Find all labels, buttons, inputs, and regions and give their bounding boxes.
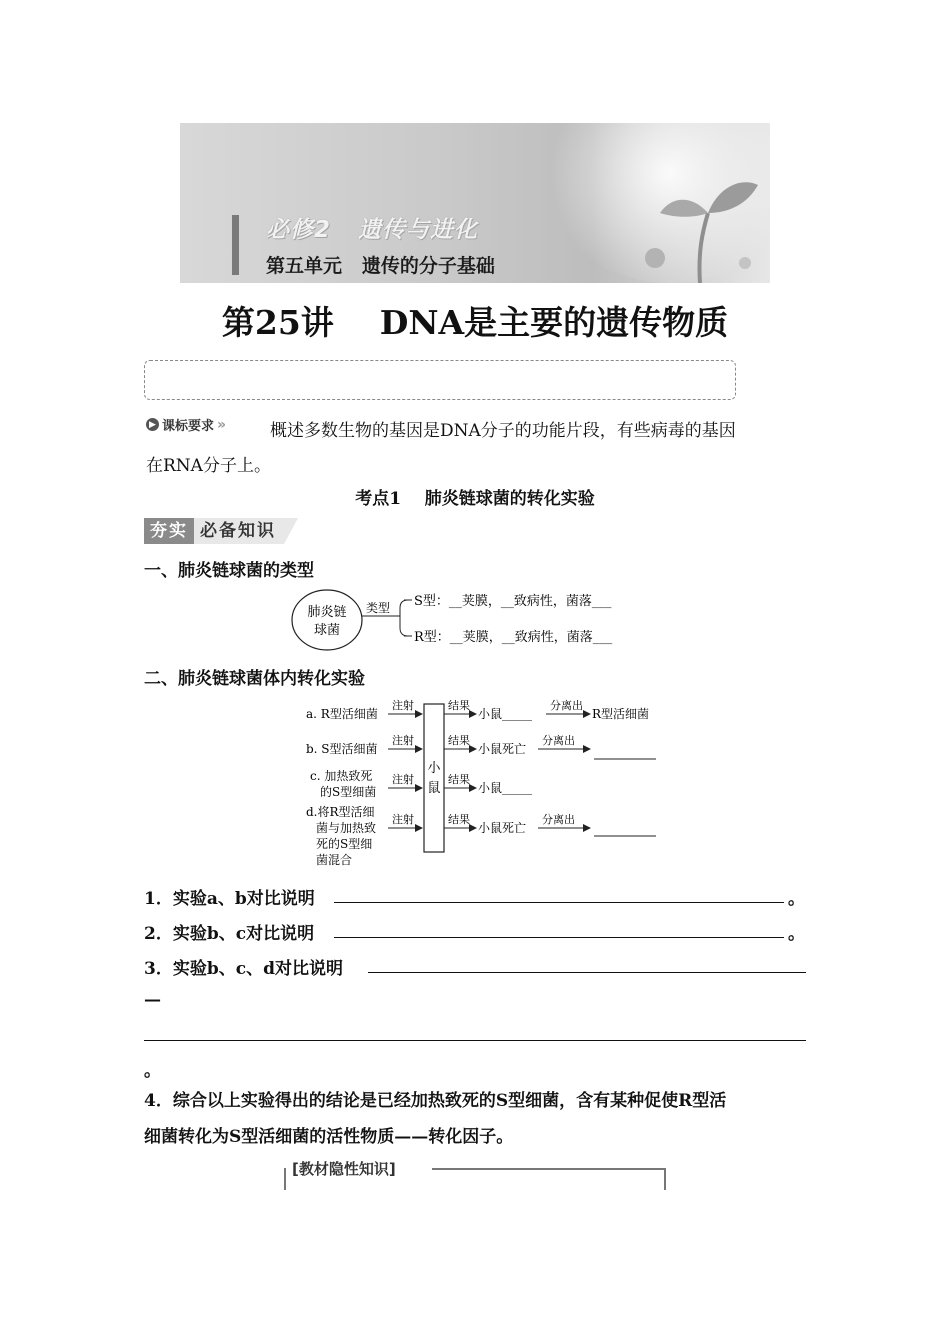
row-a-outcome: 小鼠_____ <box>478 707 533 721</box>
header-banner <box>180 123 770 283</box>
types-brace <box>400 600 408 636</box>
banner-bar <box>232 215 239 275</box>
section-tag <box>144 518 298 544</box>
question-2-end: 。 <box>788 924 805 944</box>
row-d-separate-label: 分离出 <box>542 813 575 826</box>
types-diagram <box>290 588 670 652</box>
question-1-blank[interactable] <box>334 902 784 903</box>
question-3-blank-1[interactable] <box>368 972 806 973</box>
question-1-end: 。 <box>788 889 805 909</box>
question-3: 3．实验b、c、d对比说明 <box>144 959 343 979</box>
types-branch-label: 类型 <box>366 601 391 615</box>
question-1: 1．实验a、b对比说明 <box>144 889 315 909</box>
hidden-knowledge-box <box>284 1158 666 1190</box>
row-d-source-3: 死的S型细 <box>316 837 373 851</box>
types-circle-line1: 肺炎链 <box>307 605 347 620</box>
hidden-knowledge-top-rule <box>432 1168 666 1170</box>
question-3-blank-2[interactable] <box>144 1040 806 1041</box>
row-a-separated: R型活细菌 <box>592 707 650 721</box>
mouse-box-label-1: 小 <box>427 761 441 776</box>
double-chevron-icon: » <box>217 416 227 433</box>
row-a-separate-label: 分离出 <box>550 699 583 712</box>
row-a-result-label: 结果 <box>448 699 470 712</box>
row-c-source-1: c. 加热致死 <box>310 769 373 783</box>
kaodian-title: 考点1 肺炎链球菌的转化实验 <box>355 489 595 509</box>
row-c-inject-label: 注射 <box>392 773 414 786</box>
requirement-tag-label: 课标要求 <box>162 419 215 434</box>
invivo-heading: 二、肺炎链球菌体内转化实验 <box>144 669 365 689</box>
unit-title: 第五单元 遗传的分子基础 <box>266 255 495 277</box>
question-2: 2．实验b、c对比说明 <box>144 924 315 944</box>
hidden-knowledge-right-rule <box>664 1168 666 1190</box>
types-circle <box>292 590 362 650</box>
types-s-row: S型：__荚膜，__致病性，菌落___ <box>414 594 612 609</box>
section-tag-part2: 必备知识 <box>194 518 284 544</box>
requirement-text-line1: 概述多数生物的基因是DNA分子的功能片段，有些病毒的基因 <box>270 421 736 441</box>
requirement-tag <box>146 415 226 434</box>
section-tag-corner <box>284 518 298 544</box>
row-c-source-2: 的S型细菌 <box>320 785 377 799</box>
row-b-separate-label: 分离出 <box>542 734 575 747</box>
row-d-source-4: 菌混合 <box>316 853 353 867</box>
question-3-dash: — <box>144 990 161 1010</box>
sprout-illustration <box>630 163 770 283</box>
row-d-source-2: 菌与加热致 <box>316 821 377 835</box>
row-c-outcome: 小鼠_____ <box>478 781 533 795</box>
requirement-text-line2: 在RNA分子上。 <box>146 456 271 476</box>
types-r-row: R型：__荚膜，__致病性，菌落___ <box>414 630 613 645</box>
row-d-result-label: 结果 <box>448 813 470 826</box>
play-icon: ▶ <box>146 418 159 431</box>
types-circle-line2: 球菌 <box>313 623 341 638</box>
row-b-result-label: 结果 <box>448 734 470 747</box>
row-b-outcome: 小鼠死亡 <box>478 742 527 756</box>
lesson-title: 第25讲 DNA是主要的遗传物质 <box>221 303 729 342</box>
row-a-inject-label: 注射 <box>392 699 414 712</box>
row-d-source-1: d.将R型活细 <box>306 805 375 819</box>
question-4-line1: 4．综合以上实验得出的结论是已经加热致死的S型细菌，含有某种促使R型活 <box>144 1091 727 1111</box>
types-heading: 一、肺炎链球菌的类型 <box>144 561 314 581</box>
row-b-inject-label: 注射 <box>392 734 414 747</box>
question-2-blank[interactable] <box>334 937 784 938</box>
row-a-source: a. R型活细菌 <box>306 707 378 721</box>
question-4-line2: 细菌转化为S型活细菌的活性物质——转化因子。 <box>144 1127 514 1147</box>
row-d-outcome: 小鼠死亡 <box>478 821 527 835</box>
mouse-box <box>424 704 444 852</box>
course-volume-title: 必修2 遗传与进化 <box>266 217 479 243</box>
row-d-inject-label: 注射 <box>392 813 414 826</box>
invivo-diagram <box>300 696 670 868</box>
hidden-knowledge-label: [教材隐性知识] <box>292 1160 396 1178</box>
section-tag-part1: 夯实 <box>144 518 194 544</box>
mouse-box-label-2: 鼠 <box>427 781 441 796</box>
hidden-knowledge-left-rule <box>284 1168 286 1190</box>
row-c-result-label: 结果 <box>448 773 470 786</box>
dashed-empty-box <box>144 360 736 400</box>
question-3-end: 。 <box>144 1061 161 1081</box>
row-b-source: b. S型活细菌 <box>306 742 378 756</box>
